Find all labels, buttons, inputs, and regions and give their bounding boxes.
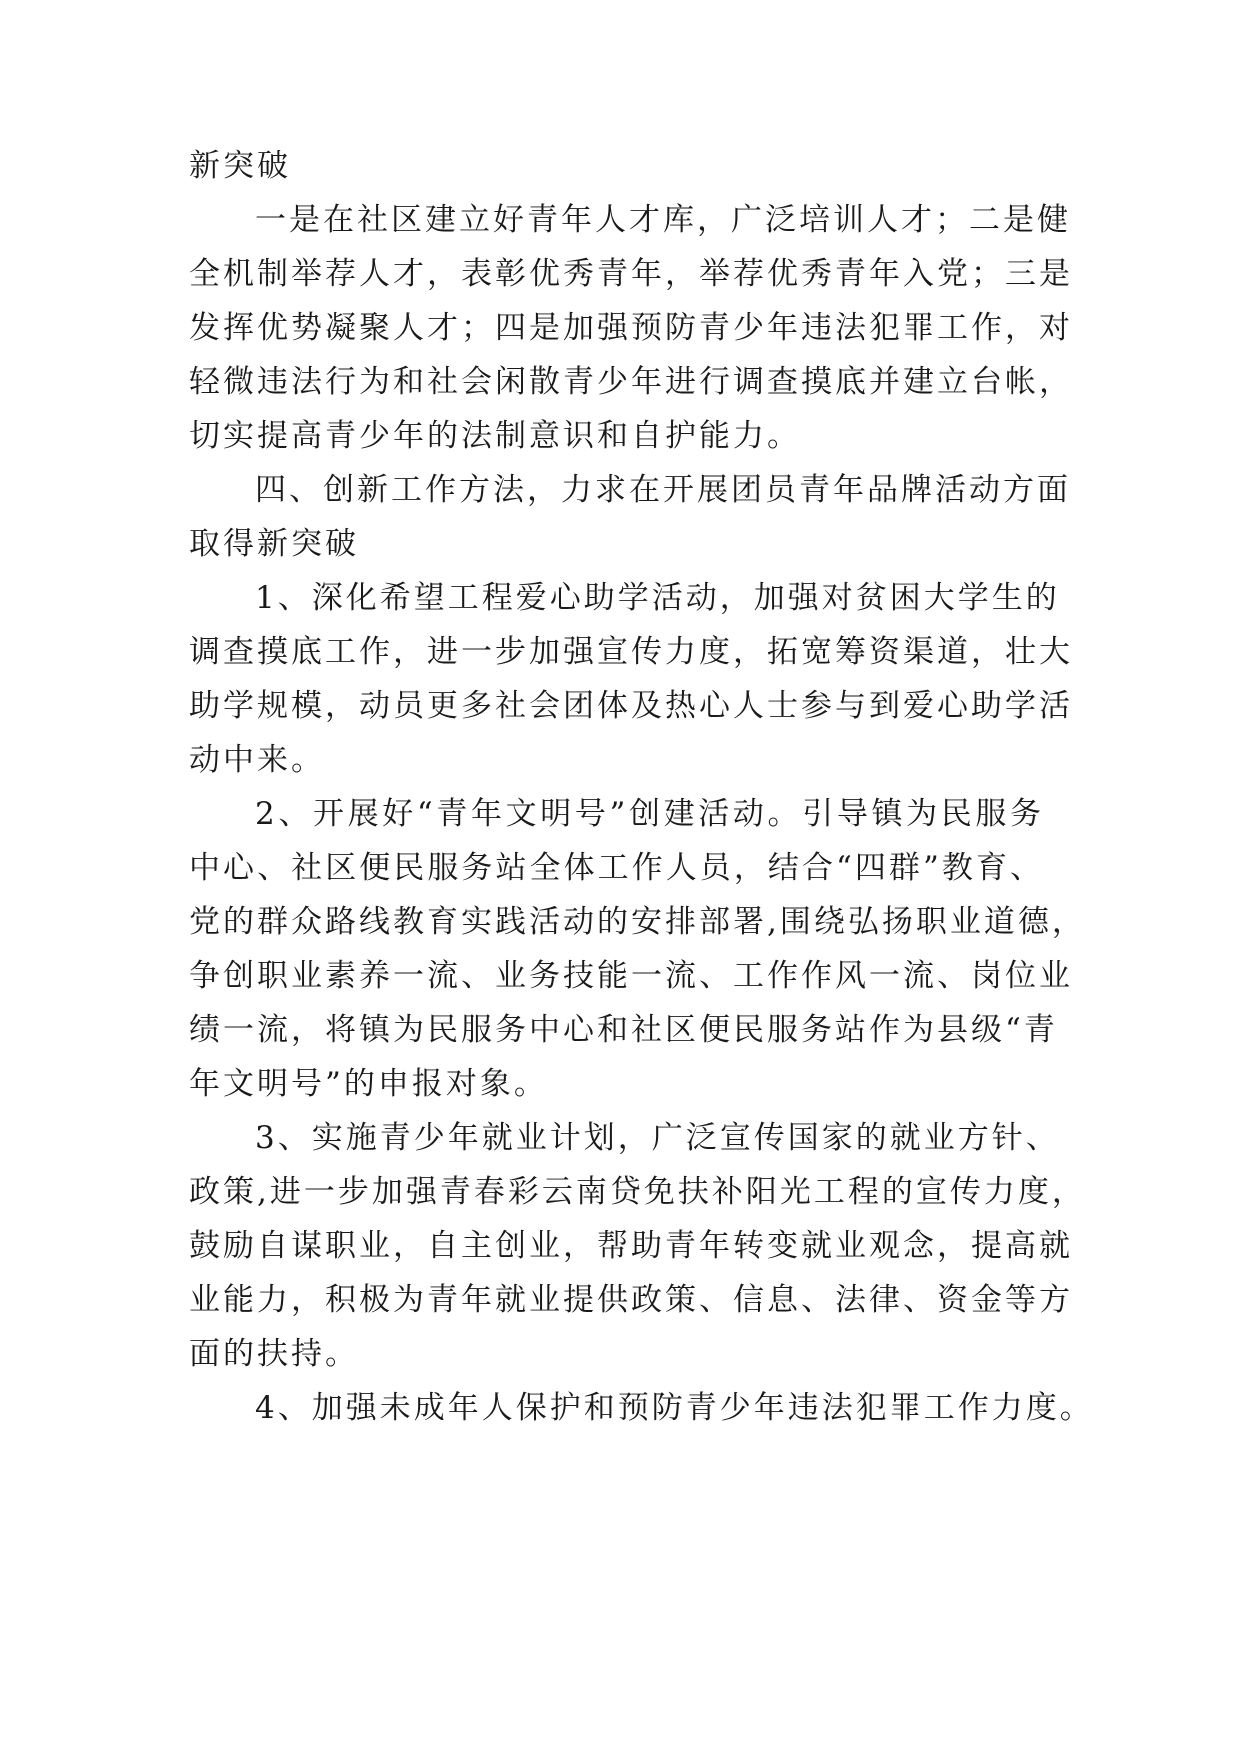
text-line: 调查摸底工作，进一步加强宣传力度，拓宽筹资渠道，壮大 (189, 634, 1073, 670)
text-line: 鼓励自谋职业，自主创业，帮助青年转变就业观念，提高就 (189, 1228, 1073, 1264)
text-line: 年文明号”的申报对象。 (189, 1066, 548, 1102)
paragraph-start-line: 1、深化希望工程爱心助学活动，加强对贫困大学生的 (255, 580, 1060, 616)
text-line: 新突破 (189, 148, 291, 184)
text-line: 中心、社区便民服务站全体工作人员，结合“四群”教育、 (189, 850, 1044, 886)
text-line: 切实提高青少年的法制意识和自护能力。 (189, 418, 801, 454)
section-heading-continued: 取得新突破 (189, 526, 359, 562)
paragraph-start-line: 3、实施青少年就业计划，广泛宣传国家的就业方针、 (255, 1120, 1060, 1156)
text-line: 绩一流，将镇为民服务中心和社区便民服务站作为县级“青 (189, 1012, 1058, 1048)
text-line: 争创职业素养一流、业务技能一流、工作作风一流、岗位业 (189, 958, 1073, 994)
paragraph-start-line: 一是在社区建立好青年人才库，广泛培训人才；二是健 (255, 202, 1071, 238)
text-line: 动中来。 (189, 742, 325, 778)
section-heading: 四、创新工作方法，力求在开展团员青年品牌活动方面 (255, 472, 1071, 508)
text-line: 发挥优势凝聚人才；四是加强预防青少年违法犯罪工作，对 (189, 310, 1073, 346)
text-line: 全机制举荐人才，表彰优秀青年，举荐优秀青年入党；三是 (189, 256, 1073, 292)
text-line: 面的扶持。 (189, 1336, 359, 1372)
text-line: 党的群众路线教育实践活动的安排部署,围绕弘扬职业道德， (189, 904, 1086, 940)
text-line: 轻微违法行为和社会闲散青少年进行调查摸底并建立台帐， (189, 364, 1073, 400)
paragraph-start-line: 2、开展好“青年文明号”创建活动。引导镇为民服务 (255, 796, 1044, 832)
text-line: 助学规模，动员更多社会团体及热心人士参与到爱心助学活 (189, 688, 1073, 724)
paragraph-start-line: 4、加强未成年人保护和预防青少年违法犯罪工作力度。 (255, 1390, 1094, 1426)
text-line: 政策,进一步加强青春彩云南贷免扶补阳光工程的宣传力度， (189, 1174, 1086, 1210)
text-line: 业能力，积极为青年就业提供政策、信息、法律、资金等方 (189, 1282, 1073, 1318)
